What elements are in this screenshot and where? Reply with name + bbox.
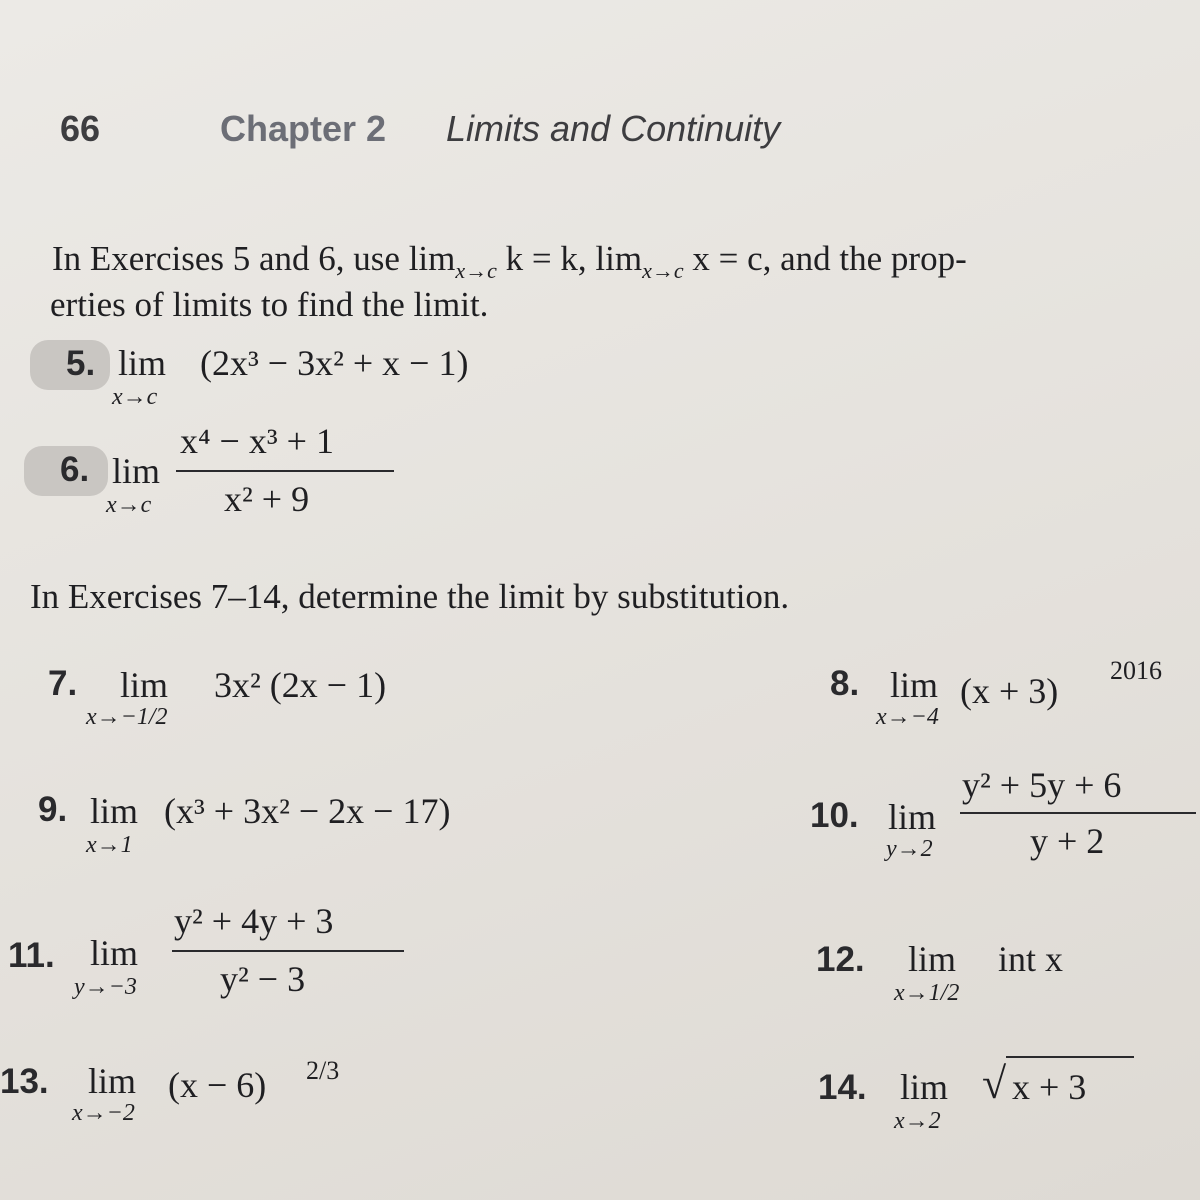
- exercise-10-fraction-bar: [960, 812, 1196, 814]
- exercise-14-radical-bar: [1006, 1056, 1134, 1058]
- exercise-11-fraction-bar: [172, 950, 404, 952]
- exercise-6-denominator: x² + 9: [224, 479, 310, 519]
- section2-intro: In Exercises 7–14, determine the limit by substitution.: [30, 577, 790, 616]
- exercise-6-lim: lim: [112, 451, 161, 491]
- exercise-7-expression: 3x² (2x − 1): [214, 665, 387, 705]
- exercise-9-lim: lim: [90, 791, 139, 831]
- exercise-6-fraction-bar: [176, 470, 394, 472]
- exercise-6-subscript: x→c: [106, 492, 152, 518]
- exercise-12-expression: int x: [998, 939, 1064, 979]
- exercise-10-number: 10.: [810, 796, 859, 835]
- exercise-11-numerator: y² + 4y + 3: [174, 901, 334, 941]
- exercise-8-subscript: x→−4: [876, 704, 939, 730]
- exercise-11-number: 11.: [8, 936, 55, 975]
- exercise-13-expression: (x − 6): [168, 1065, 267, 1105]
- page-number: 66: [60, 108, 101, 149]
- section1-intro-line2: erties of limits to find the limit.: [50, 285, 489, 324]
- exercise-11-lim: lim: [90, 933, 139, 973]
- exercise-14-subscript: x→2: [894, 1108, 941, 1134]
- exercise-8-expression: (x + 3): [960, 671, 1059, 711]
- exercise-13-lim: lim: [88, 1061, 137, 1101]
- exercise-13-subscript: x→−2: [72, 1100, 135, 1126]
- exercise-10-numerator: y² + 5y + 6: [962, 765, 1122, 805]
- exercise-5-number: 5.: [66, 344, 96, 383]
- exercise-10-subscript: y→2: [886, 836, 933, 862]
- exercise-8-lim: lim: [890, 665, 939, 705]
- exercise-6-numerator: x⁴ − x³ + 1: [180, 421, 334, 461]
- chapter-label: Chapter 2: [220, 108, 387, 149]
- exercise-7-lim: lim: [120, 665, 169, 705]
- exercise-6-number: 6.: [60, 450, 90, 489]
- exercise-10-denominator: y + 2: [1030, 821, 1105, 861]
- exercise-5-expression: (2x³ − 3x² + x − 1): [200, 343, 469, 383]
- exercise-13-number: 13.: [0, 1062, 49, 1101]
- exercise-13-exponent: 2/3: [306, 1056, 340, 1085]
- exercise-5-subscript: x→c: [112, 384, 158, 410]
- section1-intro-line1: In Exercises 5 and 6, use $\lim_{x\to c} k = k$, $\lim_{x\to c} x = c$, and the prop-: [52, 239, 967, 283]
- exercise-14-radicand: x + 3: [1012, 1067, 1087, 1107]
- exercise-7-subscript: x→−1/2: [86, 704, 168, 730]
- exercise-14-radical-sign: √: [982, 1059, 1007, 1108]
- exercise-5-lim: lim: [118, 343, 167, 383]
- exercise-8-number: 8.: [830, 664, 860, 703]
- exercise-11-subscript: y→−3: [74, 974, 137, 1000]
- exercise-9-subscript: x→1: [86, 832, 133, 858]
- exercise-12-number: 12.: [816, 940, 865, 979]
- exercise-9-number: 9.: [38, 790, 68, 829]
- chapter-title: Limits and Continuity: [446, 108, 781, 149]
- exercise-11-denominator: y² − 3: [220, 959, 306, 999]
- exercise-10-lim: lim: [888, 797, 937, 837]
- exercise-8-exponent: 2016: [1110, 656, 1162, 685]
- exercise-14-number: 14.: [818, 1068, 867, 1107]
- exercise-9-expression: (x³ + 3x² − 2x − 17): [164, 791, 451, 831]
- exercise-12-subscript: x→1/2: [894, 980, 960, 1006]
- exercise-7-number: 7.: [48, 664, 78, 703]
- exercise-14-lim: lim: [900, 1067, 949, 1107]
- exercise-12-lim: lim: [908, 939, 957, 979]
